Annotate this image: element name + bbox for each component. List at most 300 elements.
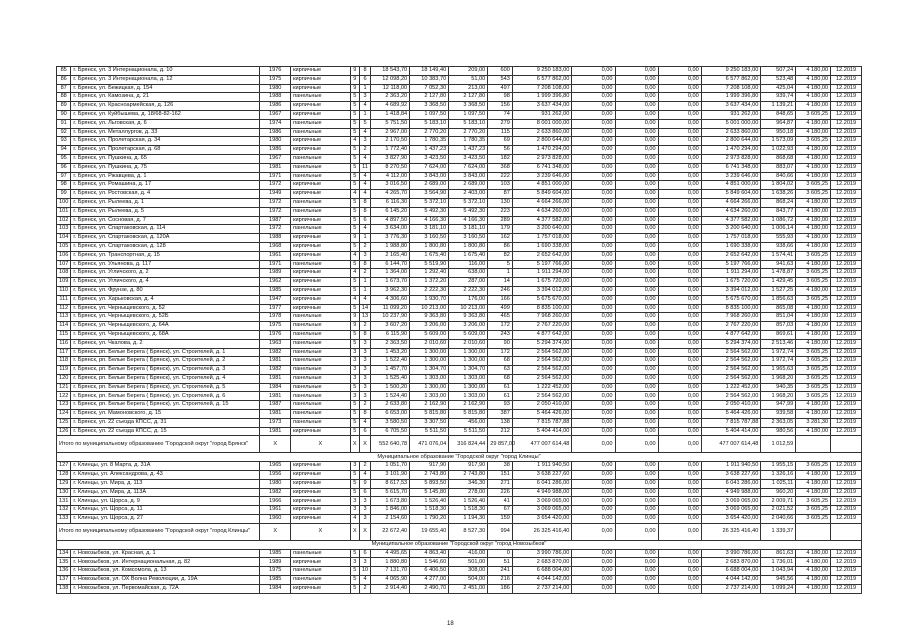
table-cell: г. Брянск, ул. Пролетарская, д. 34	[71, 137, 260, 146]
table-cell: 5	[350, 225, 359, 234]
table-cell: 0,00	[658, 295, 701, 304]
table-cell: 2	[359, 242, 370, 251]
table-cell: 0,00	[658, 506, 701, 515]
table-cell: 4	[350, 269, 359, 278]
table-cell: 5	[350, 418, 359, 427]
table-cell: 1 972,74	[761, 357, 796, 366]
table-cell: 5	[350, 146, 359, 155]
table-cell: 0,00	[572, 102, 615, 111]
table-cell: 1	[359, 234, 370, 243]
table-cell: 0,00	[658, 260, 701, 269]
table-cell: 278,00	[449, 488, 488, 497]
table-cell: г. Брянск, ул. Рылеева, д. 1	[71, 198, 260, 207]
total-value: 471 076,04	[410, 436, 449, 453]
table-cell: 1961	[260, 251, 291, 260]
table-cell: 0,00	[615, 207, 658, 216]
table-cell: 51	[488, 558, 513, 567]
table-cell: 10 213,00	[449, 304, 488, 313]
table-cell: 94	[57, 146, 71, 155]
table-row	[57, 93, 862, 102]
table-cell: 0,00	[615, 462, 658, 471]
table-cell: 3	[359, 383, 370, 392]
table-cell: 4 180,00	[796, 75, 831, 84]
table-cell: г. Брянск, рп. Белые Берега ( Брянск), ул. Строителей, д. 5	[71, 383, 260, 392]
table-cell: 5 492,30	[449, 207, 488, 216]
table-cell: 1 300,00	[449, 383, 488, 392]
table-row	[57, 234, 862, 243]
table-cell: 92	[57, 128, 71, 137]
table-cell: 6	[359, 75, 370, 84]
table-cell: 3 564,90	[410, 190, 449, 199]
table-cell: 2	[359, 584, 370, 593]
table-cell: 0,00	[615, 154, 658, 163]
table-cell: 865,08	[761, 304, 796, 313]
table-cell: 4 180,00	[796, 163, 831, 172]
table-cell: 0,00	[615, 471, 658, 480]
table-cell: панельные	[291, 374, 351, 383]
table-row	[57, 427, 862, 436]
table-cell: 123	[57, 401, 71, 410]
table-cell: 4 664 266,00	[512, 198, 572, 207]
table-cell: 0,00	[615, 102, 658, 111]
table-cell: 0,00	[658, 172, 701, 181]
table-cell: 1 690 338,00	[512, 242, 572, 251]
table-cell: 0,00	[658, 515, 701, 524]
table-cell: 8	[359, 207, 370, 216]
table-cell: г. Брянск, ул. Черныщевского, д. 52Б	[71, 313, 260, 322]
table-cell: 1 518,30	[410, 506, 449, 515]
table-row	[57, 67, 862, 76]
table-cell: г. Новозыбков, ул. Красная, д. 1	[71, 549, 260, 558]
table-cell: 6 145,20	[371, 207, 410, 216]
table-cell: г. Брянск, ул. Сосновая, д. 7	[71, 216, 260, 225]
table-cell: 5	[350, 163, 359, 172]
table-cell: 0	[488, 549, 513, 558]
table-row	[57, 558, 862, 567]
table-cell: 4 180,00	[796, 488, 831, 497]
table-cell: 137	[57, 576, 71, 585]
table-cell: 0,00	[615, 392, 658, 401]
table-cell: 1 790,20	[410, 515, 449, 524]
table-cell: 6 115,90	[371, 330, 410, 339]
table-cell: панельные	[291, 567, 351, 576]
table-cell: 8	[359, 260, 370, 269]
table-cell: 9 363,80	[449, 313, 488, 322]
table-cell: 5	[350, 286, 359, 295]
table-cell: кирпичные	[291, 295, 351, 304]
table-cell: 0,00	[615, 330, 658, 339]
table-cell: 18 149,40	[410, 67, 449, 76]
table-cell: кирпичные	[291, 488, 351, 497]
table-cell: 1 478,87	[761, 269, 796, 278]
table-cell: 1981	[260, 374, 291, 383]
table-cell: г. Брянск, рп. Белые Берега ( Брянск), ул. Строителей, д. 4	[71, 374, 260, 383]
table-cell: г. Брянск, ул. 22 съезда КПСС, д. 31	[71, 418, 260, 427]
table-cell: 4	[359, 102, 370, 111]
table-cell: 0,00	[658, 278, 701, 287]
table-cell: 3	[359, 497, 370, 506]
table-cell: 4 112,00	[371, 172, 410, 181]
table-cell: 216	[488, 576, 513, 585]
table-cell: 0,00	[615, 278, 658, 287]
table-cell: 12.2019	[831, 357, 862, 366]
bryansk-rows	[57, 67, 862, 436]
table-cell: 1 911 294,00	[701, 269, 761, 278]
table-cell: 105	[57, 242, 71, 251]
table-cell: 416,00	[449, 549, 488, 558]
table-cell: 0,00	[572, 75, 615, 84]
table-cell: панельные	[291, 339, 351, 348]
table-cell: кирпичные	[291, 584, 351, 593]
table-cell: 5	[350, 172, 359, 181]
table-cell: 103	[57, 225, 71, 234]
table-cell: г. Брянск, ул. Угличского, д. 4	[71, 278, 260, 287]
table-cell: 5 849 604,00	[512, 190, 572, 199]
table-cell: 12.2019	[831, 401, 862, 410]
table-cell: 4 180,00	[796, 339, 831, 348]
table-cell: 0,00	[572, 506, 615, 515]
table-cell: 843,77	[761, 207, 796, 216]
table-cell: 1 968,20	[761, 392, 796, 401]
table-cell: панельные	[291, 418, 351, 427]
table-cell: 246	[488, 286, 513, 295]
table-cell: 0,00	[658, 383, 701, 392]
total-row	[57, 436, 862, 453]
table-cell: 5	[350, 427, 359, 436]
table-cell: кирпичные	[291, 84, 351, 93]
table-cell: 1 804,02	[761, 181, 796, 190]
table-cell: 5	[350, 181, 359, 190]
total-label: Итого по муниципальному образованию "Городской округ "город Брянск"	[57, 436, 260, 453]
table-cell: 0,00	[658, 286, 701, 295]
table-cell: 3 069 065,00	[701, 497, 761, 506]
total-x: X	[260, 436, 291, 453]
table-cell: 1 303,00	[410, 392, 449, 401]
total-value: 0,00	[658, 436, 701, 453]
table-cell: кирпичные	[291, 234, 351, 243]
table-cell: 2 564 562,00	[701, 392, 761, 401]
table-cell: 0,00	[658, 304, 701, 313]
table-cell: 3	[350, 348, 359, 357]
table-cell: 1 930,70	[410, 295, 449, 304]
table-cell: 0,00	[658, 207, 701, 216]
table-cell: 1 527,25	[761, 286, 796, 295]
table-cell: 74	[488, 110, 513, 119]
table-cell: 1 304,70	[449, 366, 488, 375]
table-cell: 12.2019	[831, 549, 862, 558]
table-cell: 69	[488, 137, 513, 146]
table-cell: 0,00	[572, 172, 615, 181]
table-cell: 116	[57, 339, 71, 348]
table-cell: 1 222 452,00	[701, 383, 761, 392]
bryansk-total	[57, 436, 862, 462]
table-cell: 5	[350, 410, 359, 419]
table-cell: г. Брянск, ул. Транспортная, д. 15	[71, 251, 260, 260]
table-cell: 1 303,00	[449, 392, 488, 401]
table-cell: 12.2019	[831, 567, 862, 576]
table-cell: 4 495,65	[371, 549, 410, 558]
table-cell: 3 638 227,60	[701, 471, 761, 480]
table-cell: 4 180,00	[796, 172, 831, 181]
table-cell: 0,00	[615, 84, 658, 93]
table-cell: 2 564 562,00	[701, 374, 761, 383]
table-cell: 0,00	[615, 67, 658, 76]
table-cell: г. Брянск, рп. Белые Берега ( Брянск), ул. Строителей, д. 15	[71, 401, 260, 410]
table-cell: 4 180,00	[796, 102, 831, 111]
table-cell: 9	[350, 313, 359, 322]
table-cell: 0,00	[615, 418, 658, 427]
table-cell: панельные	[291, 348, 351, 357]
table-cell: г. Брянск, ул. Красноармейская, д. 126	[71, 102, 260, 111]
table-cell: 0,00	[658, 75, 701, 84]
total-x: X	[291, 436, 351, 453]
table-cell: 3	[359, 137, 370, 146]
table-cell: 128	[57, 471, 71, 480]
section-title-klintsy: Муниципальное образование "Городской округ "город Клинцы"	[57, 453, 862, 462]
table-cell: 425,04	[761, 84, 796, 93]
table-cell: 1977	[260, 304, 291, 313]
table-cell: 3 605,25	[796, 190, 831, 199]
table-row	[57, 488, 862, 497]
table-cell: 1966	[260, 497, 291, 506]
table-cell: г. Брянск, ул. Мамоновского, д. 15	[71, 410, 260, 419]
table-cell: 4 180,00	[796, 84, 831, 93]
table-cell: 12.2019	[831, 260, 862, 269]
table-cell: г. Брянск, ул. Рылеева, д. 5	[71, 207, 260, 216]
table-cell: 1 524,40	[371, 392, 410, 401]
table-cell: 3 069 065,00	[701, 506, 761, 515]
table-cell: 4 277,00	[410, 576, 449, 585]
total-x: X	[359, 436, 370, 453]
table-cell: 5	[350, 278, 359, 287]
table-cell: 12.2019	[831, 251, 862, 260]
table-cell: 3 605,25	[796, 110, 831, 119]
table-cell: г. Брянск, ул. Угличского, д. 2	[71, 269, 260, 278]
table-cell: 1981	[260, 392, 291, 401]
table-cell: 3 776,30	[371, 234, 410, 243]
table-cell: 1985	[260, 576, 291, 585]
table-cell: 6 144,70	[371, 260, 410, 269]
table-cell: 2 683 870,00	[512, 558, 572, 567]
table-cell: 1968	[260, 242, 291, 251]
table-cell: 0,00	[572, 366, 615, 375]
table-row	[57, 366, 862, 375]
table-cell: 9	[350, 84, 359, 93]
table-cell: 4 180,00	[796, 584, 831, 593]
table-cell: 12.2019	[831, 110, 862, 119]
table-row	[57, 392, 862, 401]
table-cell: 0,00	[572, 216, 615, 225]
table-cell: 182	[488, 154, 513, 163]
table-cell: 3	[359, 392, 370, 401]
table-cell: 88	[57, 93, 71, 102]
table-cell: 5 511,50	[449, 427, 488, 436]
table-cell: 0,00	[572, 427, 615, 436]
table-cell: 12.2019	[831, 366, 862, 375]
table-cell: 2 767 220,00	[701, 322, 761, 331]
table-cell: 4 180,00	[796, 67, 831, 76]
table-cell: 6 688 004,00	[701, 567, 761, 576]
table-cell: 213,00	[449, 84, 488, 93]
table-cell: 0,00	[615, 242, 658, 251]
table-cell: 4 180,00	[796, 479, 831, 488]
table-cell: 0,00	[615, 225, 658, 234]
table-cell: 12.2019	[831, 427, 862, 436]
table-cell: 1987	[260, 401, 291, 410]
table-cell: 4 180,00	[796, 198, 831, 207]
table-cell: 0,00	[658, 216, 701, 225]
table-cell: 179	[488, 225, 513, 234]
table-cell: 1956	[260, 471, 291, 480]
total-x: X	[350, 523, 359, 540]
table-row	[57, 84, 862, 93]
table-cell: 0,00	[615, 181, 658, 190]
table-cell: 1974	[260, 119, 291, 128]
table-cell: 0,00	[572, 558, 615, 567]
total-value: 19 655,40	[410, 523, 449, 540]
table-cell: 2 170,50	[371, 137, 410, 146]
table-cell: 1973	[260, 418, 291, 427]
table-cell: панельные	[291, 357, 351, 366]
table-cell: 98	[488, 93, 513, 102]
table-cell: г. Брянск, ул. 3 Интернационала, д. 10	[71, 67, 260, 76]
table-cell: 2 737 214,00	[701, 584, 761, 593]
table-cell: 98	[57, 181, 71, 190]
table-cell: г. Брянск, ул. Ржавцева, д. 1	[71, 172, 260, 181]
table-cell: 964,87	[761, 119, 796, 128]
table-cell: 7 624,00	[410, 163, 449, 172]
table-cell: 1976	[260, 67, 291, 76]
table-cell: 2 222,30	[410, 286, 449, 295]
total-label: Итого по муниципальному образованию "Городской округ "город Клинцы"	[57, 523, 260, 540]
table-cell: 3 069 065,00	[512, 497, 572, 506]
table-cell: 51,00	[449, 75, 488, 84]
section-title-novozybkov: Муниципальное образование "Городской округ "город Новозыбков"	[57, 540, 862, 549]
table-cell: 12.2019	[831, 128, 862, 137]
table-cell: 1 675,40	[410, 251, 449, 260]
table-cell: 0,00	[658, 242, 701, 251]
table-cell: 0,00	[658, 339, 701, 348]
table-cell: 0,00	[572, 313, 615, 322]
table-cell: 0,00	[572, 93, 615, 102]
table-cell: 3 368,50	[449, 102, 488, 111]
table-cell: 939,58	[761, 410, 796, 419]
table-cell: 172	[488, 322, 513, 331]
table-cell: 1986	[260, 102, 291, 111]
table-cell: г. Брянск, рп. Белые Берега ( Брянск), ул. Строителей, д. 6	[71, 392, 260, 401]
table-cell: 848,65	[761, 110, 796, 119]
table-cell: 2 010,60	[410, 339, 449, 348]
table-cell: 1	[488, 269, 513, 278]
table-cell: 3 101,90	[371, 471, 410, 480]
table-cell: 6 741 348,00	[512, 163, 572, 172]
table-cell: 1 139,21	[761, 102, 796, 111]
table-cell: панельные	[291, 207, 351, 216]
table-cell: 7 131,70	[371, 567, 410, 576]
table-cell: 7 208 108,00	[701, 84, 761, 93]
table-cell: г. Брянск, ул. Пушкина, д. 75	[71, 163, 260, 172]
table-cell: 0,00	[572, 304, 615, 313]
total-value: 0,00	[615, 436, 658, 453]
table-cell: 5 815,80	[410, 410, 449, 419]
table-cell: 1 757 018,00	[512, 234, 572, 243]
table-cell: 0,00	[615, 190, 658, 199]
table-cell: 5	[350, 549, 359, 558]
table-cell: 12.2019	[831, 584, 862, 593]
total-value: 26 325 416,40	[701, 523, 761, 540]
table-cell: кирпичные	[291, 190, 351, 199]
table-cell: 4 180,00	[796, 119, 831, 128]
table-cell: 1967	[260, 154, 291, 163]
table-cell: 3 181,10	[449, 225, 488, 234]
table-cell: 85	[57, 67, 71, 76]
table-cell: 63	[488, 366, 513, 375]
novozybkov-rows	[57, 549, 862, 593]
table-cell: 12.2019	[831, 102, 862, 111]
table-cell: 12.2019	[831, 137, 862, 146]
table-cell: 1 326,16	[761, 471, 796, 480]
table-cell: 9	[350, 67, 359, 76]
table-cell: 1 097,50	[410, 110, 449, 119]
table-cell: 1 418,84	[371, 110, 410, 119]
table-cell: 0,00	[615, 172, 658, 181]
table-cell: 1982	[260, 348, 291, 357]
table-cell: 135	[57, 558, 71, 567]
table-row	[57, 401, 862, 410]
table-cell: 138	[57, 584, 71, 593]
table-cell: 2 162,90	[410, 401, 449, 410]
table-cell: 3 638 227,60	[512, 471, 572, 480]
table-cell: 1 955,15	[761, 462, 796, 471]
table-cell: 1981	[260, 357, 291, 366]
table-cell: 0,00	[658, 67, 701, 76]
table-cell: 0,00	[658, 418, 701, 427]
table-cell: 0,00	[658, 137, 701, 146]
table-cell: 931 262,00	[701, 110, 761, 119]
table-cell: 12 118,00	[371, 84, 410, 93]
table-row	[57, 295, 862, 304]
table-cell: 287,00	[449, 278, 488, 287]
table-cell: 3 200 640,00	[701, 225, 761, 234]
table-cell: 504,00	[449, 576, 488, 585]
table-cell: 12.2019	[831, 190, 862, 199]
table-cell: 3 605,25	[796, 137, 831, 146]
table-cell: 2 162,90	[449, 401, 488, 410]
table-cell: 4 306,60	[371, 295, 410, 304]
table-cell: 0,00	[572, 269, 615, 278]
table-cell: 6 116,30	[371, 198, 410, 207]
table-cell: 8 835 100,00	[512, 304, 572, 313]
table-cell: 1 429,45	[761, 278, 796, 287]
table-cell: 1 526,40	[410, 497, 449, 506]
table-cell: 7 968 260,00	[512, 313, 572, 322]
table-cell: 2 490,70	[410, 584, 449, 593]
table-cell: 12.2019	[831, 506, 862, 515]
table-cell: 5	[350, 401, 359, 410]
table-row	[57, 567, 862, 576]
table-cell: г. Клинцы, ул. Александрова, д. 43	[71, 471, 260, 480]
table-cell: панельные	[291, 128, 351, 137]
total-value: 22 672,40	[371, 523, 410, 540]
table-cell: 0,00	[658, 357, 701, 366]
table-cell: 4 863,40	[410, 549, 449, 558]
table-cell: кирпичные	[291, 462, 351, 471]
table-cell: 3	[350, 374, 359, 383]
table-cell: 4 180,00	[796, 216, 831, 225]
table-cell: 0,00	[658, 392, 701, 401]
table-cell: г. Брянск, рп. Белые Берега ( Брянск), ул. Строителей, д. 3	[71, 366, 260, 375]
table-cell: 3 160,50	[410, 234, 449, 243]
